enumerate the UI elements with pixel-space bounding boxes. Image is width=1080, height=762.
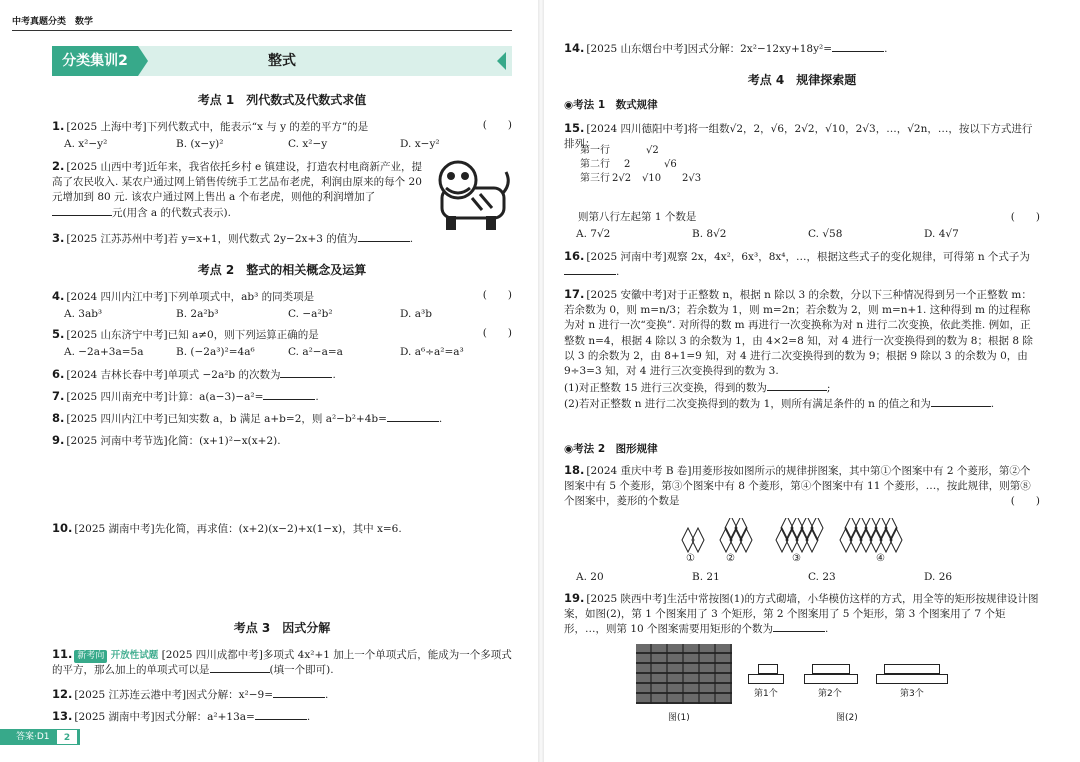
row-label-3: 第三行	[580, 173, 610, 184]
row2-val-2: √6	[664, 159, 677, 170]
row3-val-3: 2√3	[682, 173, 702, 184]
running-header: 中考真题分类 数学	[12, 17, 94, 27]
rect-pattern	[748, 674, 784, 684]
question-19: 19. [2025 陕西中考]生活中常按图(1)的方式砌墙，小华模仿这样的方式，用全等的矩形按规律设计图案，如图(2)，第 1 个图案用了 3 个矩形，第 2 个图案用了 5 个矩形，第 3 个图案用了 7 个矩形，…，则第 10 个图案需要用矩形的个数为 .	[564, 591, 1039, 636]
question-15-ask: 则第八行左起第 1 个数是 ( ) A. 7√2 B. 8√2 C. √58 D. 4√7	[576, 211, 1040, 241]
question-1: 1. [2025 上海中考]下列代数式中，能表示“x 与 y 的差的平方”的是 ( ) A. x²−y² B. (x−y)² C. x²−y D. x−y²	[52, 119, 512, 151]
method-1-title: ◉考法 1 数式规律	[564, 99, 658, 111]
banner-tag: 分类集训2	[52, 46, 138, 76]
question-18: 18. [2024 重庆中考 B 卷]用菱形按如图所示的规律拼图案，其中第①个图案中有 2 个菱形，第②个图案中有 5 个菱形，第③个图案中有 8 个菱形，第④个图案中有 11 个菱形，…，按此规律，则第⑧个图案中，菱形的个数是 ( )	[564, 463, 1040, 508]
section-title-k1: 考点 1 列代数式及代数式求值	[197, 93, 367, 107]
question-9: 9. [2025 河南中考节选]化简：(x+1)²−x(x+2).	[52, 433, 281, 447]
question-15: 15. [2024 四川德阳中考]将一组数√2，2，√6，2√2，√10，2√3，…，√2n，…，按以下方式进行排列：	[564, 121, 1033, 151]
cloth-tiger-illustration	[436, 158, 514, 232]
question-10: 10. [2025 湖南中考]先化简，再求值：(x+2)(x−2)+x(1−x)，其中 x=6.	[52, 521, 402, 535]
question-5: 5. [2025 山东济宁中考]已知 a≠0，则下列运算正确的是 ( ) A. −2a+3a=5a B. (−2a³)²=4a⁶ C. a²−a=a D. a⁶÷a²=a³	[52, 327, 512, 359]
figure-label-4: ④	[876, 553, 885, 564]
question-3: 3. [2025 江苏苏州中考]若 y=x+1，则代数式 2y−2x+3 的值为 .	[52, 231, 414, 245]
question-14: 14. [2025 山东烟台中考]因式分解：2x²−12xy+18y²= .	[564, 41, 888, 55]
question-12: 12. [2025 江苏连云港中考]因式分解：x²−9= .	[52, 687, 329, 701]
row1-val: √2	[646, 145, 659, 156]
header-rule	[12, 30, 512, 31]
pattern-caption-2: 第2个	[818, 689, 842, 699]
row-label-1: 第一行	[580, 145, 610, 156]
question-8: 8. [2025 四川内江中考]已知实数 a，b 满足 a+b=2，则 a²−b²+4b= .	[52, 411, 443, 425]
page-number: 2	[56, 729, 78, 745]
row2-val-1: 2	[624, 159, 631, 170]
rect-pattern	[884, 664, 940, 674]
section-title-k4: 考点 4 规律探索题	[747, 73, 857, 87]
row3-val-1: 2√2	[612, 173, 632, 184]
brick-wall-photo	[636, 644, 732, 704]
section-title-k2: 考点 2 整式的相关概念及运算	[197, 263, 367, 277]
pattern-caption-1: 第1个	[754, 689, 778, 699]
section-title-k3: 考点 3 因式分解	[233, 621, 331, 635]
figure-label-2: ②	[726, 553, 735, 564]
chevron-left-icon	[497, 52, 506, 70]
figure-1-caption: 图(1)	[668, 713, 690, 723]
row3-val-2: √10	[642, 173, 662, 184]
question-18-options: A. 20 B. 21 C. 23 D. 26	[576, 571, 953, 583]
right-page	[540, 0, 1080, 762]
rect-pattern	[758, 664, 778, 674]
figure-label-1: ①	[686, 553, 695, 564]
question-16: 16. [2025 河南中考]观察 2x，4x²，6x³，8x⁴，…，根据这些式子的变化规律，可得第 n 个式子为.	[564, 249, 1030, 279]
question-13: 13. [2025 湖南中考]因式分解：a²+13a= .	[52, 709, 311, 723]
open-question-tag: 开放性试题	[110, 650, 159, 661]
rect-pattern	[812, 664, 850, 674]
banner-title: 整式	[268, 53, 296, 69]
question-7: 7. [2025 四川南充中考]计算：a(a−3)−a²= .	[52, 389, 319, 403]
question-17: 17. [2025 安徽中考]对于正整数 n，根据 n 除以 3 的余数，分以下三种情况得到另一个正整数 m：若余数为 0，则 m=n/3；若余数为 1，则 m=2n；若余数为 2，则 m=n+1. 这种得到 m 的过程称为对 n 进行一次“变换”. 对所得的数 m 再进行一次变换称为对 n 进行二次变换，依此类推. 例如，正整数 n=4，根据 4 除以 3 的余数为 1，由 4×2=8 知，对 4 进行一次变换得到的数为 8；根据 8 除以 3 的余数为 2，由 8+1=9 知，对 4 进行二次变换得到的数为 9；根据 9 除以 3 的余数为 0，由 9÷3=3 知，对 4 进行三次变换得到的数为 3. (1)对正整数 15 进行三次变换，得到的数为 ; (2)若对正整数 n 进行二次变换得到的数为 1，则所有满足条件的 n 的值之和为 .	[564, 287, 1033, 410]
question-4: 4. [2024 四川内江中考]下列单项式中，ab³ 的同类项是 ( ) A. 3ab³ B. 2a²b³ C. −a²b² D. a³b	[52, 289, 512, 321]
row-label-2: 第二行	[580, 159, 610, 170]
figure-label-3: ③	[792, 553, 801, 564]
new-direction-tag: 新考向	[74, 650, 107, 663]
question-11: 11. 新考向 开放性试题 [2025 四川成都中考]多项式 4x²+1 加上一个单项式后，能成为一个多项式的平方，那么加上的单项式可以是 (填一个即可).	[52, 647, 512, 677]
question-6: 6. [2024 吉林长春中考]单项式 −2a²b 的次数为 .	[52, 367, 336, 381]
question-2: 2. [2025 山西中考]近年来，我省依托乡村 e 镇建设，打造农村电商新产业，提高了农民收入. 某农户通过网上销售传统手工艺品布老虎，利润由原来的每个 20 元增加到 80 元. 该农户通过网上售出 a 个布老虎，则他的利润增加了 元(用含 a 的代数式表示).	[52, 159, 423, 219]
figure-2-caption: 图(2)	[836, 713, 858, 723]
method-2-title: ◉考法 2 图形规律	[564, 443, 658, 455]
rect-pattern	[804, 674, 858, 684]
pattern-caption-3: 第3个	[900, 689, 924, 699]
section-banner	[52, 46, 512, 76]
rect-pattern	[876, 674, 948, 684]
page-footer: 答案·D1 2	[0, 729, 80, 745]
rhombus-pattern-figure	[680, 518, 930, 568]
